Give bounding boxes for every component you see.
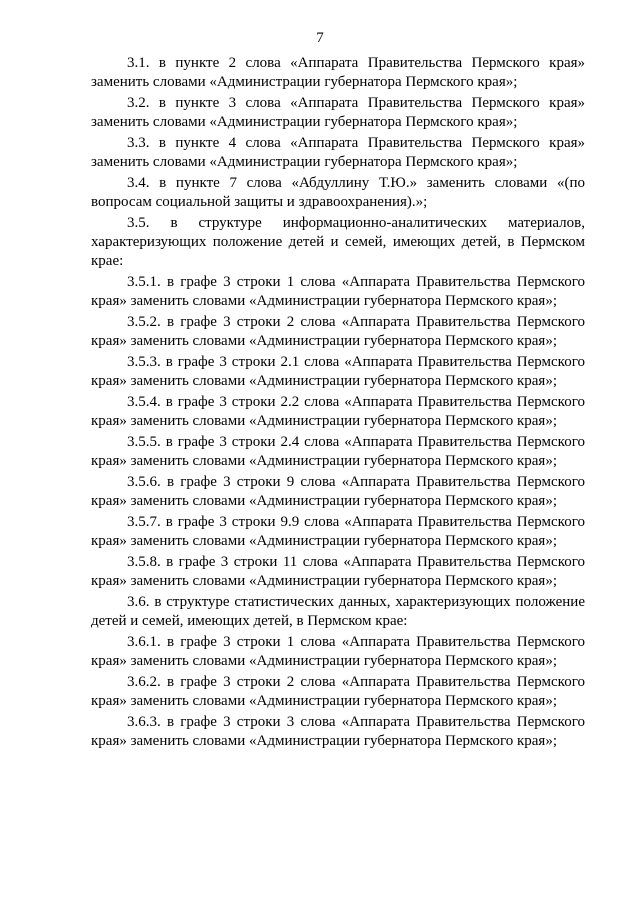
document-body [91,54,585,753]
paragraph-3-5-6: 3.5.6. в графе 3 строки 9 слова «Аппарата Правительства Пермского края» заменить словами «Администрации губернатора Пермского края»; [91,474,585,509]
paragraph-3-3: 3.3. в пункте 4 слова «Аппарата Правительства Пермского края» заменить словами «Администрации губернатора Пермского края»; [91,135,585,170]
paragraph-3-5-2: 3.5.2. в графе 3 строки 2 слова «Аппарата Правительства Пермского края» заменить словами «Администрации губернатора Пермского края»; [91,314,585,349]
paragraph-3-5-8: 3.5.8. в графе 3 строки 11 слова «Аппарата Правительства Пермского края» заменить словами «Администрации губернатора Пермского края»; [91,554,585,589]
paragraph-3-6: 3.6. в структуре статистических данных, характеризующих положение детей и семей, имеющих детей, в Пермском крае: [91,594,585,629]
page-number: 7 [316,30,324,46]
paragraph-3-5-3: 3.5.3. в графе 3 строки 2.1 слова «Аппарата Правительства Пермского края» заменить словами «Администрации губернатора Пермского края»; [91,354,585,389]
paragraph-3-5-7: 3.5.7. в графе 3 строки 9.9 слова «Аппарата Правительства Пермского края» заменить словами «Администрации губернатора Пермского края»; [91,514,585,549]
paragraph-3-5-4: 3.5.4. в графе 3 строки 2.2 слова «Аппарата Правительства Пермского края» заменить словами «Администрации губернатора Пермского края»; [91,394,585,429]
paragraph-3-4: 3.4. в пункте 7 слова «Абдуллину Т.Ю.» заменить словами «(по вопросам социальной защиты и здравоохранения).»; [91,175,585,210]
paragraph-3-6-1: 3.6.1. в графе 3 строки 1 слова «Аппарата Правительства Пермского края» заменить словами «Администрации губернатора Пермского края»; [91,634,585,669]
paragraph-3-6-3: 3.6.3. в графе 3 строки 3 слова «Аппарата Правительства Пермского края» заменить словами «Администрации губернатора Пермского края»; [91,714,585,749]
paragraph-3-5-1: 3.5.1. в графе 3 строки 1 слова «Аппарата Правительства Пермского края» заменить словами «Администрации губернатора Пермского края»; [91,274,585,309]
paragraph-3-6-2: 3.6.2. в графе 3 строки 2 слова «Аппарата Правительства Пермского края» заменить словами «Администрации губернатора Пермского края»; [91,674,585,709]
paragraph-3-2: 3.2. в пункте 3 слова «Аппарата Правительства Пермского края» заменить словами «Администрации губернатора Пермского края»; [91,95,585,130]
paragraph-3-1: 3.1. в пункте 2 слова «Аппарата Правительства Пермского края» заменить словами «Администрации губернатора Пермского края»; [91,55,585,90]
paragraph-3-5: 3.5. в структуре информационно-аналитических материалов, характеризующих положение детей и семей, имеющих детей, в Пермском крае: [91,215,585,269]
paragraph-3-5-5: 3.5.5. в графе 3 строки 2.4 слова «Аппарата Правительства Пермского края» заменить словами «Администрации губернатора Пермского края»; [91,434,585,469]
